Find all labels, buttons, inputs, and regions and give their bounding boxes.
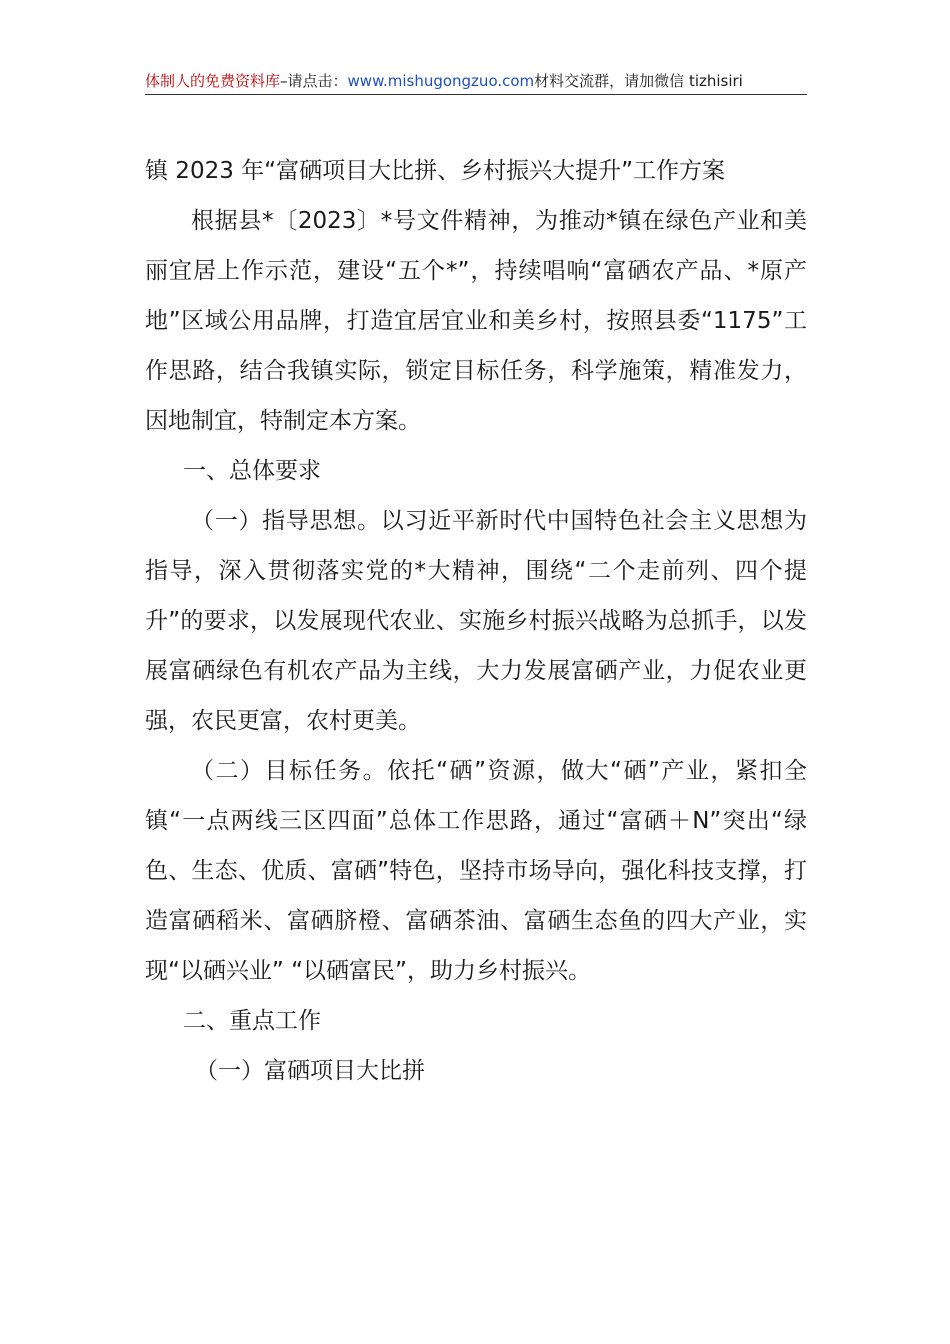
subsection-1-heading: （一）富硒项目大比拼 <box>195 1058 425 1084</box>
header-prompt: –请点击： <box>280 72 348 90</box>
header-brand: 体制人的免费资料库 <box>145 72 281 90</box>
section-2-heading: 二、重点工作 <box>183 1008 321 1034</box>
section-1-heading: 一、总体要求 <box>183 458 321 484</box>
header-link[interactable]: www.mishugongzuo.com <box>347 72 535 90</box>
target-tasks-paragraph: （二）目标任务。依托“硒”资源，做大“硒”产业，紧扣全镇“一点两线三区四面”总体工作思路，通过“富硒＋N”突出“绿色、生态、优质、富硒”特色，坚持市场导向，强化科技支撑，打造富硒稻米、富硒脐橙、富硒茶油、富硒生态鱼的四大产业，实现“以硒兴业” “以硒富民”，助力乡村振兴。 <box>145 758 807 984</box>
document-title: 镇 2023 年“富硒项目大比拼、乡村振兴大提升”工作方案 <box>145 158 725 184</box>
document-body <box>145 146 807 1096</box>
header-contact: 材料交流群，请加微信 tizhisiri <box>534 72 743 90</box>
intro-paragraph: 根据县*〔2023〕*号文件精神，为推动*镇在绿色产业和美丽宜居上作示范，建设“五个*”，持续唱响“富硒农产品、*原产地”区域公用品牌，打造宜居宜业和美乡村，按照县委“1175”工作思路，结合我镇实际，锁定目标任务，科学施策，精准发力，因地制宜，特制定本方案。 <box>145 208 807 434</box>
page-header <box>145 68 807 95</box>
guiding-thought-paragraph: （一）指导思想。以习近平新时代中国特色社会主义思想为指导，深入贯彻落实党的*大精神，围绕“二个走前列、四个提升”的要求，以发展现代农业、实施乡村振兴战略为总抓手，以发展富硒绿色有机农产品为主线，大力发展富硒产业，力促农业更强，农民更富，农村更美。 <box>145 508 807 734</box>
